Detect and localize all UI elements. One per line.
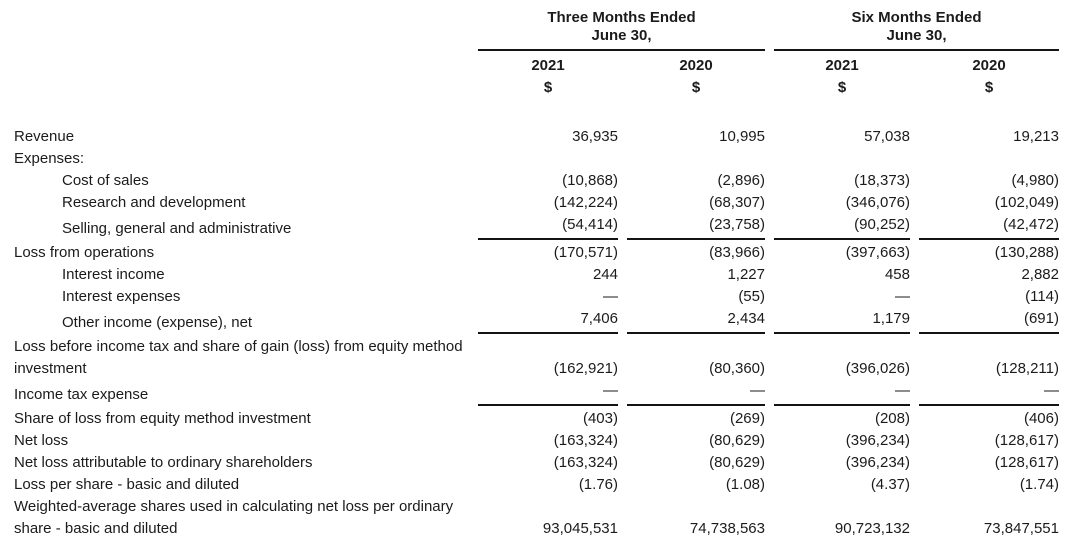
year-header: 2020 (972, 57, 1006, 74)
value-cell: (128,617) (994, 454, 1059, 471)
value-cell: (4.37) (870, 476, 910, 493)
table-row-sga (14, 214, 1059, 240)
table-row-revenue (14, 97, 1059, 148)
table-row-share-of-loss-equity-method (14, 406, 1059, 430)
period-title: Three Months Ended (547, 9, 696, 26)
value-cell (478, 148, 618, 170)
table-row-research-development (14, 192, 1059, 214)
value-cell: — (774, 380, 910, 406)
value-cell: (170,571) (553, 244, 618, 261)
row-label: Cost of sales (62, 172, 149, 189)
row-label: Interest income (62, 266, 165, 283)
period-date: June 30, (591, 27, 652, 44)
value-cell: (208) (874, 410, 910, 427)
value-cell: 73,847,551 (983, 520, 1059, 537)
value-cell: (1.76) (578, 476, 618, 493)
table-row-other-income-net (14, 308, 1059, 334)
value-cell (919, 148, 1059, 170)
row-label: Selling, general and administrative (62, 220, 292, 237)
period-title: Six Months Ended (851, 9, 982, 26)
value-cell: (1.74) (1019, 476, 1059, 493)
value-cell: (396,026) (845, 360, 910, 377)
value-cell: 90,723,132 (834, 520, 910, 537)
row-label: Loss per share - basic and diluted (14, 476, 240, 493)
value-cell (627, 148, 765, 170)
row-label: Net loss (14, 432, 69, 449)
table-row-net-loss-attributable (14, 452, 1059, 474)
value-cell: (54,414) (478, 214, 618, 240)
table-row-loss-before-income-tax (14, 334, 1059, 380)
value-cell: — (919, 380, 1059, 406)
table-row-interest-expenses (14, 286, 1059, 308)
value-cell: 1,227 (727, 266, 765, 283)
value-cell: 36,935 (572, 128, 618, 145)
value-cell: (162,921) (553, 360, 618, 377)
value-cell: (403) (582, 410, 618, 427)
period-header-row (14, 0, 1059, 51)
row-label: Revenue (14, 128, 75, 145)
table-row-weighted-average-shares (14, 496, 1059, 540)
currency-symbol: $ (543, 79, 553, 96)
value-cell: 458 (884, 266, 910, 283)
value-cell: 244 (592, 266, 618, 283)
value-cell: (80,629) (709, 432, 765, 449)
value-cell: (396,234) (845, 454, 910, 471)
value-cell: (163,324) (553, 454, 618, 471)
year-header: 2020 (679, 57, 713, 74)
value-cell: (130,288) (994, 244, 1059, 261)
value-cell: (4,980) (1011, 172, 1059, 189)
value-cell: (55) (738, 288, 765, 305)
value-cell: (102,049) (994, 194, 1059, 211)
value-cell: (90,252) (774, 214, 910, 240)
currency-symbol: $ (691, 79, 701, 96)
row-label: Research and development (62, 194, 246, 211)
period-header-three-months (478, 0, 765, 51)
currency-symbol: $ (837, 79, 847, 96)
row-label: Income tax expense (14, 386, 149, 403)
value-cell: 19,213 (1013, 128, 1059, 145)
value-cell: 2,882 (1021, 266, 1059, 283)
value-cell: — (895, 288, 910, 305)
value-cell: (68,307) (709, 194, 765, 211)
table-row-loss-from-operations (14, 240, 1059, 264)
value-cell: — (603, 288, 618, 305)
period-date: June 30, (886, 27, 947, 44)
table-row-interest-income (14, 264, 1059, 286)
value-cell: 93,045,531 (542, 520, 618, 537)
value-cell: (2,896) (717, 172, 765, 189)
value-cell: (397,663) (845, 244, 910, 261)
year-header-row (14, 51, 1059, 75)
row-label: Net loss attributable to ordinary shareholders (14, 454, 313, 471)
year-header: 2021 (531, 57, 565, 74)
value-cell: (396,234) (845, 432, 910, 449)
label-column-header (14, 0, 469, 51)
row-label: Weighted-average shares used in calculating net loss per ordinary share - basic and diluted (14, 498, 454, 537)
table-row-net-loss (14, 430, 1059, 452)
value-cell: (269) (729, 410, 765, 427)
value-cell: 2,434 (627, 308, 765, 334)
value-cell: 10,995 (719, 128, 765, 145)
row-label: Share of loss from equity method investment (14, 410, 311, 427)
table-row-loss-per-share (14, 474, 1059, 496)
value-cell: 74,738,563 (689, 520, 765, 537)
value-cell: 7,406 (478, 308, 618, 334)
value-cell: (346,076) (845, 194, 910, 211)
row-label: Expenses: (14, 150, 85, 167)
table-row-income-tax-expense (14, 380, 1059, 406)
value-cell: (1.08) (725, 476, 765, 493)
value-cell: (80,629) (709, 454, 765, 471)
value-cell: (691) (919, 308, 1059, 334)
value-cell: — (627, 380, 765, 406)
value-cell: (80,360) (709, 360, 765, 377)
table-row-cost-of-sales (14, 170, 1059, 192)
value-cell: (128,617) (994, 432, 1059, 449)
value-cell: (114) (1025, 288, 1059, 305)
income-statement-table (5, 0, 1068, 540)
value-cell (774, 148, 910, 170)
value-cell: (128,211) (995, 360, 1059, 377)
row-label: Loss from operations (14, 244, 155, 261)
table-row-expenses-heading (14, 148, 1059, 170)
value-cell: (163,324) (553, 432, 618, 449)
value-cell: 57,038 (864, 128, 910, 145)
value-cell: (18,373) (854, 172, 910, 189)
value-cell: (406) (1023, 410, 1059, 427)
value-cell: (23,758) (627, 214, 765, 240)
value-cell: (83,966) (709, 244, 765, 261)
value-cell: (42,472) (919, 214, 1059, 240)
value-cell: (142,224) (553, 194, 618, 211)
row-label: Other income (expense), net (62, 314, 253, 331)
value-cell: — (478, 380, 618, 406)
value-cell: (10,868) (562, 172, 618, 189)
row-label: Loss before income tax and share of gain (loss) from equity method investment (14, 338, 463, 377)
row-label: Interest expenses (62, 288, 181, 305)
currency-symbol: $ (984, 79, 994, 96)
period-header-six-months (774, 0, 1059, 51)
year-header: 2021 (825, 57, 859, 74)
currency-header-row (14, 75, 1059, 97)
value-cell: 1,179 (774, 308, 910, 334)
